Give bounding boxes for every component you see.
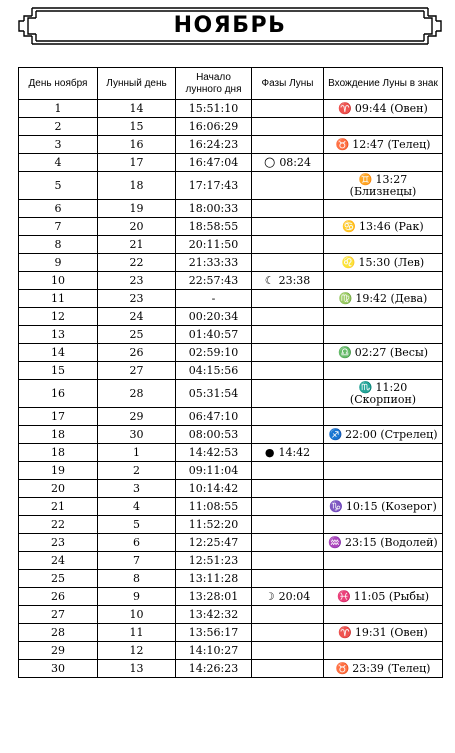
cell-lunar-day: 30: [98, 426, 176, 444]
cell-day: 11: [19, 290, 98, 308]
new-moon-icon: ●: [264, 445, 275, 459]
cell-zodiac: [324, 100, 443, 118]
zodiac-time: 12:47: [352, 137, 384, 151]
cancer-icon: ♋: [342, 219, 357, 233]
cell-zodiac: [324, 136, 443, 154]
zodiac-sign: (Овен): [390, 625, 428, 639]
zodiac-sign: (Овен): [390, 101, 428, 115]
table-row: [19, 218, 443, 236]
zodiac-time: 22:00: [345, 427, 377, 441]
table-row: [19, 236, 443, 254]
zodiac-sign: (Телец): [387, 661, 431, 675]
cell-lunar-day: 10: [98, 606, 176, 624]
table-row: [19, 588, 443, 606]
table-row: [19, 200, 443, 218]
table-row: [19, 444, 443, 462]
cell-phase: [252, 642, 324, 660]
zodiac-time: 23:15: [344, 535, 377, 549]
table-row: [19, 498, 443, 516]
table-row: [19, 462, 443, 480]
cell-day: 26: [19, 588, 98, 606]
cell-start-time: 02:59:10: [176, 344, 252, 362]
table-row: [19, 254, 443, 272]
cell-zodiac: [324, 380, 443, 408]
cell-phase: [252, 154, 324, 172]
cell-lunar-day: 15: [98, 118, 176, 136]
cell-phase: [252, 172, 324, 200]
table-header-row: [19, 68, 443, 100]
cell-day: 30: [19, 660, 98, 678]
cell-phase: [252, 480, 324, 498]
zodiac-time: 09:44: [354, 101, 387, 115]
cell-zodiac: [324, 444, 443, 462]
cell-zodiac: [324, 254, 443, 272]
zodiac-time: 10:15: [345, 499, 378, 513]
cell-zodiac: [324, 344, 443, 362]
cell-lunar-day: 4: [98, 498, 176, 516]
cell-phase: [252, 362, 324, 380]
cell-phase: [252, 100, 324, 118]
cell-lunar-day: 11: [98, 624, 176, 642]
cell-zodiac: [324, 480, 443, 498]
cell-start-time: 13:42:32: [176, 606, 252, 624]
zodiac-sign: (Рак): [394, 219, 424, 233]
cell-lunar-day: 7: [98, 552, 176, 570]
cell-start-time: 00:20:34: [176, 308, 252, 326]
cell-lunar-day: 16: [98, 136, 176, 154]
cell-lunar-day: 29: [98, 408, 176, 426]
cell-phase: [252, 426, 324, 444]
zodiac-time: 13:27: [375, 172, 408, 186]
cell-day: 29: [19, 642, 98, 660]
cell-zodiac: [324, 272, 443, 290]
cell-lunar-day: 23: [98, 290, 176, 308]
cell-start-time: 10:14:42: [176, 480, 252, 498]
cell-phase: [252, 444, 324, 462]
header-zodiac: Вхождение Луны в знак: [324, 68, 443, 100]
cell-day: 12: [19, 308, 98, 326]
cell-lunar-day: 26: [98, 344, 176, 362]
cell-day: 2: [19, 118, 98, 136]
zodiac-time: 11:05: [353, 589, 386, 603]
cell-lunar-day: 5: [98, 516, 176, 534]
leo-icon: ♌: [341, 255, 356, 269]
cell-lunar-day: 24: [98, 308, 176, 326]
cell-zodiac: [324, 516, 443, 534]
cell-phase: [252, 516, 324, 534]
cell-day: 8: [19, 236, 98, 254]
cell-zodiac: [324, 118, 443, 136]
scorpio-icon: ♏: [358, 380, 373, 394]
page-title: НОЯБРЬ: [173, 13, 287, 38]
table-row: [19, 624, 443, 642]
cell-day: 5: [19, 172, 98, 200]
table-row: [19, 272, 443, 290]
cell-start-time: 14:42:53: [176, 444, 252, 462]
phase-time: 23:38: [278, 273, 311, 287]
pisces-icon: ♓: [336, 589, 351, 603]
cell-phase: [252, 588, 324, 606]
table-row: [19, 534, 443, 552]
cell-day: 27: [19, 606, 98, 624]
lunar-calendar-table: [18, 67, 443, 678]
cell-day: 3: [19, 136, 98, 154]
cell-zodiac: [324, 462, 443, 480]
cell-phase: [252, 118, 324, 136]
table-row: [19, 100, 443, 118]
cell-phase: [252, 462, 324, 480]
cell-day: 14: [19, 344, 98, 362]
cell-zodiac: [324, 588, 443, 606]
cell-start-time: 04:15:56: [176, 362, 252, 380]
cell-zodiac: [324, 154, 443, 172]
cell-day: 28: [19, 624, 98, 642]
cell-start-time: 16:47:04: [176, 154, 252, 172]
table-row: [19, 344, 443, 362]
cell-lunar-day: 20: [98, 218, 176, 236]
table-row: [19, 172, 443, 200]
cell-lunar-day: 25: [98, 326, 176, 344]
cell-zodiac: [324, 200, 443, 218]
cell-start-time: 22:57:43: [176, 272, 252, 290]
cell-lunar-day: 27: [98, 362, 176, 380]
cell-zodiac: [324, 606, 443, 624]
cell-phase: [252, 344, 324, 362]
table-row: [19, 426, 443, 444]
zodiac-sign: (Дева): [390, 291, 428, 305]
cell-start-time: 06:47:10: [176, 408, 252, 426]
cell-day: 4: [19, 154, 98, 172]
aquarius-icon: ♒: [328, 535, 342, 549]
cell-phase: [252, 236, 324, 254]
cell-start-time: 01:40:57: [176, 326, 252, 344]
title-banner: [18, 6, 442, 46]
table-row: [19, 408, 443, 426]
cell-lunar-day: 23: [98, 272, 176, 290]
cell-start-time: 11:52:20: [176, 516, 252, 534]
cell-start-time: 12:51:23: [176, 552, 252, 570]
cell-phase: [252, 624, 324, 642]
cell-phase: [252, 498, 324, 516]
zodiac-sign: (Козерог): [381, 499, 437, 513]
cell-phase: [252, 254, 324, 272]
cell-day: 17: [19, 408, 98, 426]
cell-start-time: 05:31:54: [176, 380, 252, 408]
zodiac-time: 23:39: [352, 661, 384, 675]
cell-lunar-day: 18: [98, 172, 176, 200]
cell-lunar-day: 21: [98, 236, 176, 254]
cell-start-time: 13:28:01: [176, 588, 252, 606]
zodiac-time: 15:30: [358, 255, 391, 269]
table-row: [19, 480, 443, 498]
cell-day: 6: [19, 200, 98, 218]
cell-start-time: 14:10:27: [176, 642, 252, 660]
cell-zodiac: [324, 624, 443, 642]
cell-day: 9: [19, 254, 98, 272]
cell-phase: [252, 290, 324, 308]
cell-day: 22: [19, 516, 98, 534]
cell-start-time: 20:11:50: [176, 236, 252, 254]
cell-lunar-day: 6: [98, 534, 176, 552]
zodiac-sign: (Рыбы): [388, 589, 430, 603]
cell-day: 13: [19, 326, 98, 344]
cell-zodiac: [324, 236, 443, 254]
cell-zodiac: [324, 290, 443, 308]
cell-zodiac: [324, 426, 443, 444]
cell-zodiac: [324, 498, 443, 516]
header-start: Начало лунного дня: [176, 68, 252, 100]
cell-day: 18: [19, 444, 98, 462]
taurus-icon: ♉: [335, 137, 350, 151]
aries-icon: ♈: [338, 101, 352, 115]
table-row: [19, 380, 443, 408]
table-row: [19, 118, 443, 136]
cell-start-time: 09:11:04: [176, 462, 252, 480]
cell-phase: [252, 408, 324, 426]
full-moon-icon: ○: [263, 154, 276, 170]
cell-start-time: 17:17:43: [176, 172, 252, 200]
cell-start-time: 08:00:53: [176, 426, 252, 444]
cell-zodiac: [324, 362, 443, 380]
cell-phase: [252, 218, 324, 236]
table-row: [19, 362, 443, 380]
cell-day: 18: [19, 426, 98, 444]
table-row: [19, 326, 443, 344]
phase-time: 20:04: [278, 589, 311, 603]
cell-phase: [252, 326, 324, 344]
virgo-icon: ♍: [338, 291, 353, 305]
zodiac-sign: (Водолей): [380, 535, 438, 549]
cell-phase: [252, 570, 324, 588]
cell-phase: [252, 200, 324, 218]
cell-lunar-day: 19: [98, 200, 176, 218]
cell-phase: [252, 552, 324, 570]
table-row: [19, 154, 443, 172]
header-lunar-day: Лунный день: [98, 68, 176, 100]
cell-lunar-day: 8: [98, 570, 176, 588]
cell-day: 15: [19, 362, 98, 380]
capricorn-icon: ♑: [329, 499, 343, 513]
table-row: [19, 552, 443, 570]
table-row: [19, 642, 443, 660]
taurus-icon: ♉: [335, 661, 350, 675]
cell-start-time: 15:51:10: [176, 100, 252, 118]
cell-start-time: 18:58:55: [176, 218, 252, 236]
phase-time: 08:24: [279, 155, 312, 169]
cell-lunar-day: 22: [98, 254, 176, 272]
zodiac-sign: (Близнецы): [349, 184, 417, 198]
cell-start-time: -: [176, 290, 252, 308]
cell-day: 1: [19, 100, 98, 118]
cell-day: 25: [19, 570, 98, 588]
cell-zodiac: [324, 552, 443, 570]
table-row: [19, 308, 443, 326]
cell-start-time: 14:26:23: [176, 660, 252, 678]
zodiac-sign: (Весы): [389, 345, 428, 359]
cell-start-time: 13:56:17: [176, 624, 252, 642]
cell-start-time: 13:11:28: [176, 570, 252, 588]
libra-icon: ♎: [338, 345, 352, 359]
cell-day: 20: [19, 480, 98, 498]
cell-start-time: 11:08:55: [176, 498, 252, 516]
table-row: [19, 136, 443, 154]
cell-lunar-day: 12: [98, 642, 176, 660]
cell-zodiac: [324, 642, 443, 660]
cell-start-time: 16:24:23: [176, 136, 252, 154]
cell-phase: [252, 606, 324, 624]
cell-lunar-day: 28: [98, 380, 176, 408]
cell-lunar-day: 14: [98, 100, 176, 118]
zodiac-sign: (Скорпион): [349, 392, 417, 406]
zodiac-time: 13:46: [359, 219, 391, 233]
cell-start-time: 18:00:33: [176, 200, 252, 218]
cell-day: 7: [19, 218, 98, 236]
zodiac-sign: (Телец): [387, 137, 431, 151]
phase-time: 14:42: [278, 445, 311, 459]
cell-lunar-day: 13: [98, 660, 176, 678]
table-row: [19, 290, 443, 308]
cell-zodiac: [324, 408, 443, 426]
cell-lunar-day: 3: [98, 480, 176, 498]
zodiac-time: 19:31: [354, 625, 387, 639]
cell-lunar-day: 1: [98, 444, 176, 462]
cell-day: 21: [19, 498, 98, 516]
cell-zodiac: [324, 534, 443, 552]
cell-lunar-day: 9: [98, 588, 176, 606]
gemini-icon: ♊: [358, 172, 373, 186]
table-row: [19, 606, 443, 624]
zodiac-time: 11:20: [375, 380, 408, 394]
cell-zodiac: [324, 326, 443, 344]
cell-phase: [252, 660, 324, 678]
cell-phase: [252, 534, 324, 552]
table-body: [19, 100, 443, 678]
cell-zodiac: [324, 660, 443, 678]
cell-day: 16: [19, 380, 98, 408]
aries-icon: ♈: [338, 625, 352, 639]
zodiac-sign: (Стрелец): [380, 427, 438, 441]
cell-zodiac: [324, 570, 443, 588]
cell-phase: [252, 308, 324, 326]
cell-day: 19: [19, 462, 98, 480]
cell-lunar-day: 2: [98, 462, 176, 480]
table-row: [19, 660, 443, 678]
sagittarius-icon: ♐: [328, 427, 343, 441]
cell-phase: [252, 136, 324, 154]
cell-zodiac: [324, 308, 443, 326]
waning-moon-icon: ☾: [264, 273, 275, 287]
cell-zodiac: [324, 172, 443, 200]
header-day: День ноября: [19, 68, 98, 100]
cell-day: 23: [19, 534, 98, 552]
cell-day: 10: [19, 272, 98, 290]
zodiac-time: 02:27: [354, 345, 387, 359]
cell-start-time: 12:25:47: [176, 534, 252, 552]
cell-lunar-day: 17: [98, 154, 176, 172]
cell-day: 24: [19, 552, 98, 570]
waxing-moon-icon: ☽: [264, 589, 275, 603]
cell-phase: [252, 272, 324, 290]
cell-zodiac: [324, 218, 443, 236]
cell-phase: [252, 380, 324, 408]
cell-start-time: 16:06:29: [176, 118, 252, 136]
header-phase: Фазы Луны: [252, 68, 324, 100]
zodiac-time: 19:42: [355, 291, 388, 305]
table-row: [19, 570, 443, 588]
cell-start-time: 21:33:33: [176, 254, 252, 272]
zodiac-sign: (Лев): [393, 255, 425, 269]
table-row: [19, 516, 443, 534]
